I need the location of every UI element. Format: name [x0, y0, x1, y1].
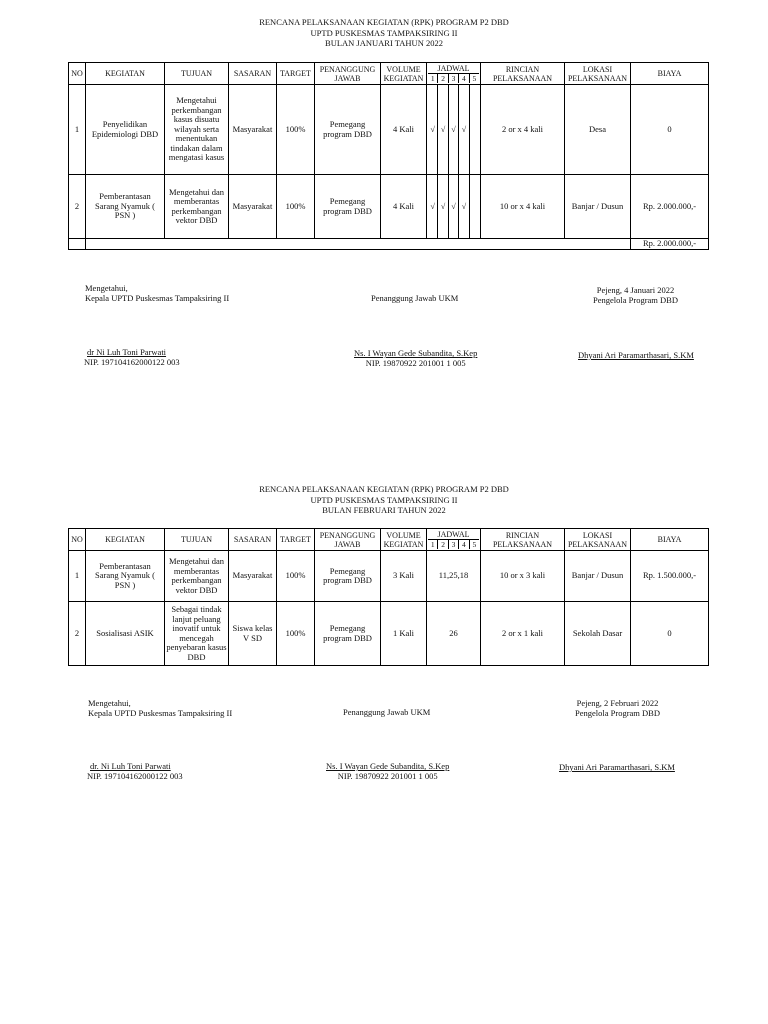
- signer-name: Dhyani Ari Paramarthasari, S.KM: [559, 762, 675, 772]
- cell-tujuan: Sebagai tindak lanjut peluang inovatif untuk mencegah penyebaran kasus DBD: [165, 602, 229, 666]
- col-biaya: BIAYA: [631, 529, 709, 551]
- check-mark: √: [448, 175, 458, 238]
- cell-tujuan: Mengetahui perkembangan kasus disuatu wilayah serta menentukan tindakan dalam mengatasi kasus: [165, 85, 229, 175]
- cell-tujuan: Mengetahui dan memberantas perkembangan vektor DBD: [165, 551, 229, 602]
- total-row: [69, 239, 709, 250]
- cell-lokasi: Banjar / Dusun: [565, 551, 631, 602]
- feb-sign-right: Pejeng, 2 Februari 2022 Pengelola Program DBD: [575, 698, 660, 718]
- cell-pj: Pemegang program DBD: [315, 602, 381, 666]
- cell-sasaran: Masyarakat: [229, 175, 277, 239]
- cell-tujuan: Mengetahui dan memberantas perkembangan vektor DBD: [165, 175, 229, 239]
- feb-title-3: BULAN FEBRUARI TAHUN 2022: [322, 505, 446, 515]
- week-1: 1: [430, 540, 435, 549]
- col-volume: VOLUME KEGIATAN: [381, 529, 427, 551]
- feb-title-block: [0, 484, 768, 516]
- col-lokasi: LOKASI PELAKSANAAN: [565, 63, 631, 85]
- col-target: TARGET: [277, 529, 315, 551]
- signer-name: dr. Ni Luh Toni Parwati: [90, 761, 171, 771]
- cell-no: 2: [69, 602, 86, 666]
- week-3: 3: [448, 74, 458, 83]
- col-kegiatan: KEGIATAN: [86, 63, 165, 85]
- check-mark: √: [437, 85, 447, 174]
- col-tujuan: TUJUAN: [165, 63, 229, 85]
- feb-rpk-table: [68, 528, 709, 666]
- feb-sign-middle: Penanggung Jawab UKM: [343, 707, 431, 717]
- cell-sasaran: Masyarakat: [229, 551, 277, 602]
- week-4: 4: [458, 74, 468, 83]
- cell-no: 1: [69, 551, 86, 602]
- total-biaya: Rp. 2.000.000,-: [631, 239, 709, 250]
- check-mark: √: [458, 85, 468, 174]
- cell-biaya: Rp. 2.000.000,-: [631, 175, 709, 239]
- cell-volume: 3 Kali: [381, 551, 427, 602]
- jan-title-1: RENCANA PELAKSANAAN KEGIATAN (RPK) PROGRAM P2 DBD: [259, 17, 509, 27]
- cell-jadwal: [427, 175, 481, 239]
- col-penanggung: PENANGGUNG JAWAB: [315, 63, 381, 85]
- col-lokasi: LOKASI PELAKSANAAN: [565, 529, 631, 551]
- week-1: 1: [430, 74, 435, 83]
- cell-biaya: Rp. 1.500.000,-: [631, 551, 709, 602]
- jadwal-weeks: [428, 539, 479, 549]
- cell-rincian: 10 or x 3 kali: [481, 551, 565, 602]
- cell-kegiatan: Sosialisasi ASIK: [86, 602, 165, 666]
- col-rincian: RINCIAN PELAKSANAAN: [481, 529, 565, 551]
- col-tujuan: TUJUAN: [165, 529, 229, 551]
- cell-rincian: 2 or x 1 kali: [481, 602, 565, 666]
- signer-nip: NIP. 197104162000122 003: [84, 356, 180, 367]
- week-2: 2: [437, 540, 447, 549]
- cell-volume: 1 Kali: [381, 602, 427, 666]
- jadwal-label: JADWAL: [437, 64, 470, 73]
- jan-name-right: [578, 351, 694, 361]
- jan-sign-right: Pejeng, 4 Januari 2022 Pengelola Program DBD: [593, 285, 678, 305]
- cell-pj: Pemegang program DBD: [315, 551, 381, 602]
- col-no: NO: [69, 63, 86, 85]
- week-5: 5: [469, 74, 479, 83]
- check-mark: √: [448, 85, 458, 174]
- col-rincian: RINCIAN PELAKSANAAN: [481, 63, 565, 85]
- cell-pj: Pemegang program DBD: [315, 85, 381, 175]
- feb-title-2: UPTD PUSKESMAS TAMPAKSIRING II: [310, 494, 458, 505]
- jan-header-row: [69, 63, 709, 85]
- cell-target: 100%: [277, 602, 315, 666]
- feb-name-middle: [326, 762, 449, 781]
- jan-title-block: [0, 17, 768, 49]
- check-mark: √: [458, 175, 468, 238]
- col-kegiatan: KEGIATAN: [86, 529, 165, 551]
- cell-kegiatan: Penyelidikan Epidemiologi DBD: [86, 85, 165, 175]
- jadwal-label: JADWAL: [437, 530, 470, 539]
- cell-jadwal: [427, 85, 481, 175]
- cell-target: 100%: [277, 85, 315, 175]
- jadwal-weeks: [428, 73, 479, 83]
- check-mark: √: [430, 124, 435, 134]
- cell-target: 100%: [277, 175, 315, 239]
- signer-name: Ns. I Wayan Gede Subandita, S.Kep: [326, 761, 450, 771]
- feb-name-left: [87, 762, 183, 781]
- week-2: 2: [437, 74, 447, 83]
- jan-name-left: [84, 348, 180, 367]
- jan-title-2: UPTD PUSKESMAS TAMPAKSIRING II: [310, 27, 458, 38]
- cell-kegiatan: Pemberantasan Sarang Nyamuk ( PSN ): [86, 551, 165, 602]
- jan-sign-left: Mengetahui, Kepala UPTD Puskesmas Tampaksiring II: [85, 283, 230, 303]
- col-volume: VOLUME KEGIATAN: [381, 63, 427, 85]
- cell-kegiatan: Pemberantasan Sarang Nyamuk ( PSN ): [86, 175, 165, 239]
- col-sasaran: SASARAN: [229, 529, 277, 551]
- col-penanggung: PENANGGUNG JAWAB: [315, 529, 381, 551]
- signer-name: Dhyani Ari Paramarthasari, S.KM: [578, 350, 694, 360]
- feb-name-right: [559, 763, 675, 773]
- col-no: NO: [69, 529, 86, 551]
- week-3: 3: [448, 540, 458, 549]
- week-4: 4: [458, 540, 468, 549]
- cell-rincian: 2 or x 4 kali: [481, 85, 565, 175]
- cell-sasaran: Siswa kelas V SD: [229, 602, 277, 666]
- signer-name: dr Ni Luh Toni Parwati: [87, 347, 167, 357]
- col-biaya: BIAYA: [631, 63, 709, 85]
- cell-jadwal: 11,25,18: [427, 551, 481, 602]
- cell-no: 2: [69, 175, 86, 239]
- jan-sign-middle: Penanggung Jawab UKM: [371, 293, 459, 303]
- cell-pj: Pemegang program DBD: [315, 175, 381, 239]
- cell-lokasi: Desa: [565, 85, 631, 175]
- cell-lokasi: Sekolah Dasar: [565, 602, 631, 666]
- cell-volume: 4 Kali: [381, 85, 427, 175]
- col-sasaran: SASARAN: [229, 63, 277, 85]
- col-target: TARGET: [277, 63, 315, 85]
- table-row: [69, 85, 709, 175]
- jan-rpk-table: [68, 62, 709, 250]
- cell-volume: 4 Kali: [381, 175, 427, 239]
- week-5: 5: [469, 540, 479, 549]
- feb-header-row: [69, 529, 709, 551]
- check-mark: √: [437, 175, 447, 238]
- cell-sasaran: Masyarakat: [229, 85, 277, 175]
- cell-no: 1: [69, 85, 86, 175]
- table-row: [69, 602, 709, 666]
- signer-nip: NIP. 19870922 201001 1 005: [337, 770, 438, 781]
- cell-rincian: 10 or x 4 kali: [481, 175, 565, 239]
- cell-biaya: 0: [631, 85, 709, 175]
- table-row: [69, 551, 709, 602]
- cell-target: 100%: [277, 551, 315, 602]
- signer-nip: NIP. 197104162000122 003: [87, 770, 183, 781]
- col-jadwal: [427, 529, 481, 551]
- signer-nip: NIP. 19870922 201001 1 005: [365, 357, 466, 368]
- cell-biaya: 0: [631, 602, 709, 666]
- feb-title-1: RENCANA PELAKSANAAN KEGIATAN (RPK) PROGRAM P2 DBD: [259, 484, 509, 494]
- table-row: [69, 175, 709, 239]
- jan-title-3: BULAN JANUARI TAHUN 2022: [325, 38, 443, 48]
- feb-sign-left: Mengetahui, Kepala UPTD Puskesmas Tampaksiring II: [88, 698, 233, 718]
- jan-name-middle: [354, 349, 477, 368]
- cell-jadwal: 26: [427, 602, 481, 666]
- check-mark: [469, 175, 479, 238]
- check-mark: [469, 85, 479, 174]
- cell-lokasi: Banjar / Dusun: [565, 175, 631, 239]
- col-jadwal: [427, 63, 481, 85]
- signer-name: Ns. I Wayan Gede Subandita, S.Kep: [354, 348, 478, 358]
- check-mark: √: [430, 201, 435, 211]
